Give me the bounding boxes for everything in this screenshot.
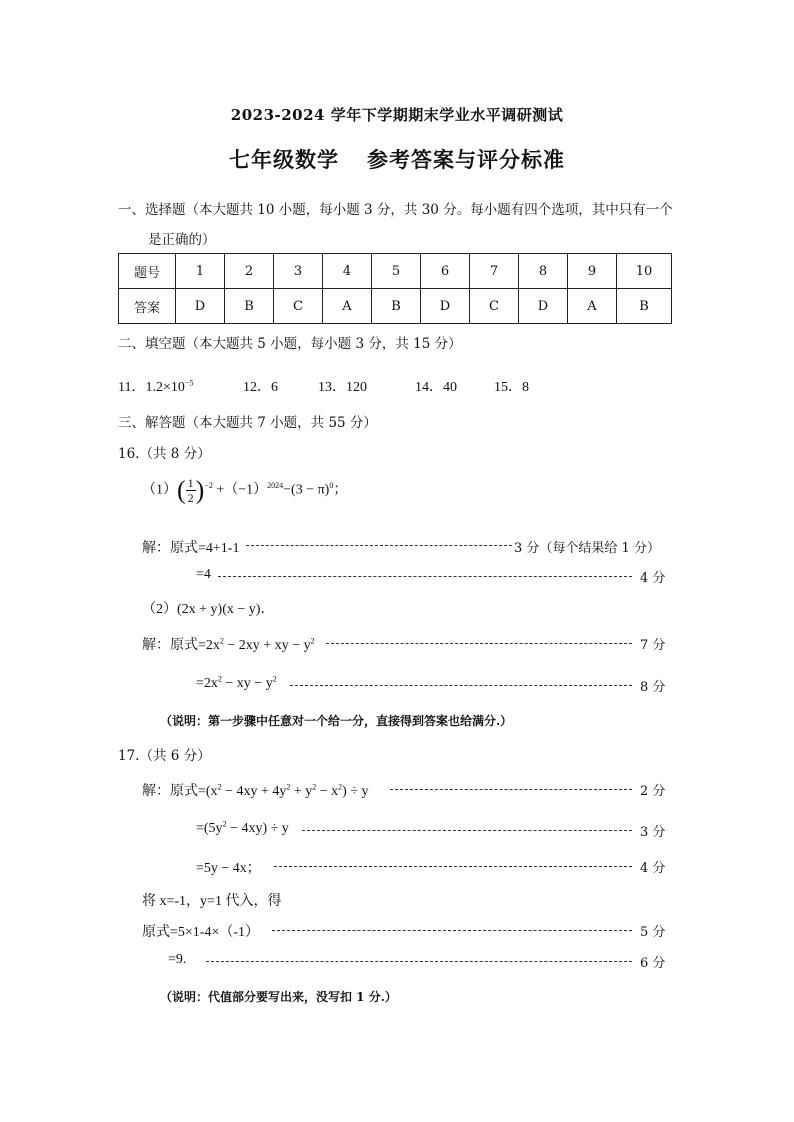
q17-solution-step1 — [142, 780, 369, 800]
fill-answer-12: 12．6 — [243, 380, 278, 395]
dotted-leader — [390, 789, 632, 790]
section1-heading: 一、选择题（本大题共 10 小题，每小题 3 分，共 30 分。每小题有四个选项，其中只有一个 — [118, 202, 673, 218]
answer-4: A — [323, 289, 372, 324]
q16-1-end: ； — [333, 482, 348, 498]
q17-step1-score: 2 分 — [640, 784, 666, 799]
q17-step1-a: 解：原式=(x — [142, 784, 218, 799]
q17-step1-b: − 4xy + 4y — [221, 784, 287, 799]
q16-solution-step4 — [196, 676, 277, 692]
exp-sq: 2 — [222, 819, 227, 829]
exp-sq: 2 — [217, 782, 222, 792]
q17-step1-e: ) ÷ y — [342, 784, 369, 799]
exp-0: 0 — [329, 481, 334, 491]
exp-sq: 2 — [219, 636, 224, 646]
q-number-1: 1 — [176, 254, 225, 289]
left-paren: ( — [177, 475, 186, 505]
q16-step2-score: 4 分 — [640, 571, 666, 586]
q17-solution-step5: =9. — [168, 952, 187, 967]
fraction-denominator: 2 — [187, 491, 194, 505]
table-row-answers — [119, 289, 672, 324]
fill-answer-11 — [118, 376, 193, 396]
section3-heading: 三、解答题（本大题共 7 小题，共 55 分） — [118, 415, 377, 431]
exp-neg2: −2 — [204, 481, 213, 491]
q16-part1-expression — [142, 476, 347, 505]
answer-3: C — [274, 289, 323, 324]
exp-sq: 2 — [217, 674, 222, 684]
q16-1-term-b: −(3 − π) — [283, 482, 330, 498]
section2-heading: 二、填空题（本大题共 5 小题，每小题 3 分，共 15 分） — [118, 336, 462, 352]
q17-step1-c: + y — [290, 784, 313, 799]
q17-step4-score: 5 分 — [640, 925, 666, 940]
dotted-leader — [274, 866, 632, 867]
q-number-4: 4 — [323, 254, 372, 289]
row-label-number: 题号 — [119, 254, 176, 289]
table-row-numbers — [119, 254, 672, 289]
q16-heading: 16.（共 8 分） — [118, 446, 211, 462]
q17-heading: 17.（共 6 分） — [118, 748, 211, 764]
q-number-9: 9 — [568, 254, 617, 289]
answer-5: B — [372, 289, 421, 324]
q17-step3-score: 4 分 — [640, 861, 666, 876]
answer-7: C — [470, 289, 519, 324]
dotted-leader — [290, 685, 632, 686]
q17-solution-step2 — [196, 821, 289, 837]
answer-table — [118, 253, 672, 324]
answer-1: D — [176, 289, 225, 324]
row-label-answer: 答案 — [119, 289, 176, 324]
dotted-leader — [326, 643, 632, 644]
q17-step2-b: − 4xy) ÷ y — [226, 821, 289, 836]
exp-sq: 2 — [338, 782, 343, 792]
q-number-10: 10 — [617, 254, 672, 289]
dotted-leader — [302, 830, 632, 831]
q16-step4-b: − xy − y — [221, 676, 273, 691]
answer-2: B — [225, 289, 274, 324]
fraction-numerator: 1 — [187, 476, 194, 490]
q16-solution-step2: =4 — [196, 567, 211, 582]
exp-sq: 2 — [272, 674, 277, 684]
q17-step2-a: =(5y — [196, 821, 223, 836]
answer-8: D — [519, 289, 568, 324]
q16-note: （说明：第一步骤中任意对一个给一分，直接得到答案也给满分.） — [160, 714, 513, 728]
q16-step3-a: 解：原式=2x — [142, 638, 220, 653]
exam-title: 2023-2024 学年下学期期末学业水平调研测试 — [230, 106, 564, 124]
answer-9: A — [568, 289, 617, 324]
dotted-leader — [218, 576, 632, 577]
subtitle-answer-key: 参考答案与评分标准 — [367, 147, 565, 172]
section1-heading-cont: 是正确的） — [148, 232, 216, 248]
q-number-7: 7 — [470, 254, 519, 289]
right-paren: ) — [195, 475, 205, 505]
q16-step3-score: 7 分 — [640, 638, 666, 653]
exp-sq: 2 — [312, 782, 317, 792]
q16-step4-score: 8 分 — [640, 680, 666, 695]
fill-answer-15: 15．8 — [494, 380, 529, 395]
q16-part2-expression: （2）(2x + y)(x − y)． — [142, 602, 275, 617]
q16-solution-step3 — [142, 634, 315, 654]
q16-step3-b: − 2xy + xy − y — [223, 638, 311, 653]
q16-1-label: （1） — [142, 482, 177, 498]
answer-6: D — [421, 289, 470, 324]
q17-step2-score: 3 分 — [640, 825, 666, 840]
fill-answer-11-label: 11． — [118, 380, 146, 395]
subtitle-grade: 七年级数学 — [229, 147, 339, 172]
q16-step4-a: =2x — [196, 676, 218, 691]
q16-solution-step1: 解：原式=4+1-1 — [142, 541, 240, 556]
q17-solution-step4: 原式=5×1-4×（-1） — [142, 925, 260, 940]
q16-step1-score: 3 分（每个结果给 1 分） — [514, 541, 660, 556]
q16-1-term-a: +（−1） — [216, 482, 268, 498]
q17-note: （说明：代值部分要写出来，没写扣 1 分.） — [160, 990, 397, 1004]
exp-sq: 2 — [310, 636, 315, 646]
q17-step1-d: − x — [316, 784, 339, 799]
dotted-leader — [246, 545, 512, 546]
fill-answer-14: 14．40 — [415, 380, 457, 395]
q-number-3: 3 — [274, 254, 323, 289]
q17-step5-score: 6 分 — [640, 956, 666, 971]
fraction-half — [186, 476, 196, 505]
dotted-leader — [272, 930, 632, 931]
fill-answer-11-exp: −5 — [184, 378, 194, 388]
fill-answer-13: 13．120 — [318, 380, 367, 395]
fill-answer-11-base: 1.2×10 — [145, 380, 185, 395]
exp-2024: 2024 — [267, 481, 284, 491]
q-number-5: 5 — [372, 254, 421, 289]
answer-10: B — [617, 289, 672, 324]
q17-substitution: 将 x=-1，y=1 代入，得 — [142, 894, 282, 909]
q-number-8: 8 — [519, 254, 568, 289]
dotted-leader — [206, 961, 632, 962]
q-number-6: 6 — [421, 254, 470, 289]
exp-sq: 2 — [286, 782, 291, 792]
page-subtitle — [0, 144, 794, 174]
q-number-2: 2 — [225, 254, 274, 289]
q17-solution-step3: =5y − 4x； — [196, 861, 261, 876]
